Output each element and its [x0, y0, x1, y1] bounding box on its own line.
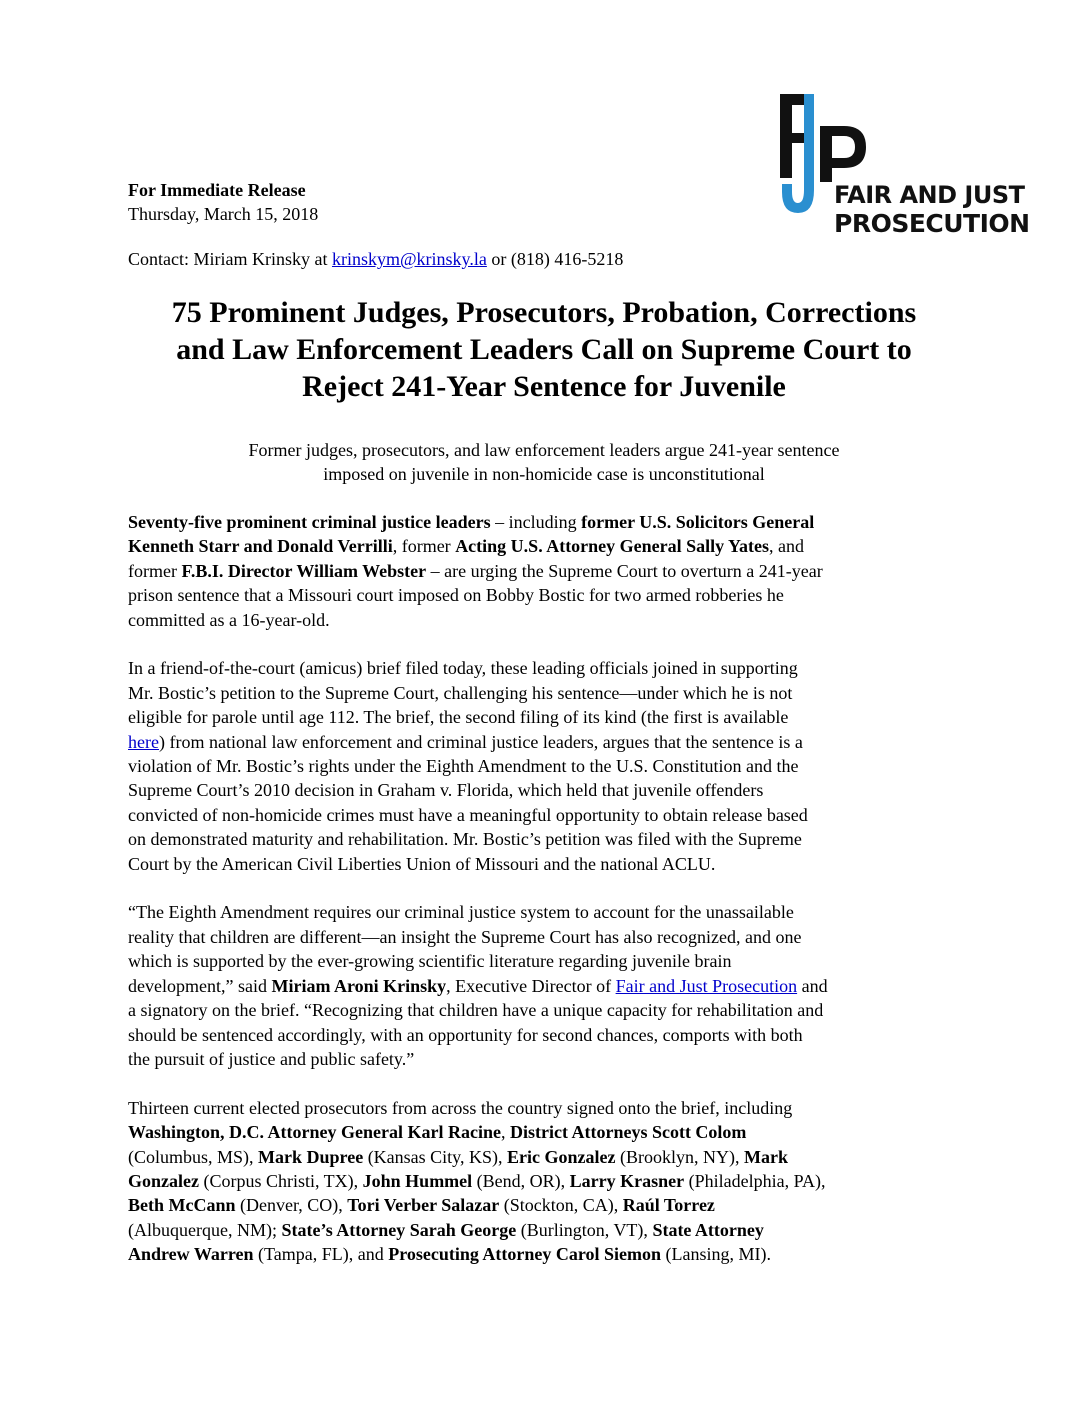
p3-line: “The Eighth Amendment requires our criminal justice system to account for the unassailable [128, 902, 794, 923]
p3-line [128, 974, 964, 998]
p4-line: Thirteen current elected prosecutors from across the country signed onto the brief, including [128, 1097, 793, 1118]
p1-line [128, 534, 964, 558]
p1-line [128, 559, 964, 583]
p3-line: which is supported by the ever-growing scientific literature regarding juvenile brain [128, 951, 732, 972]
p4-bold: Eric Gonzalez [507, 1146, 616, 1167]
p2-line: on demonstrated maturity and rehabilitation. Mr. Bostic’s petition was filed with the Supreme [128, 829, 802, 850]
p1-line [128, 510, 964, 534]
paragraph-2 [128, 656, 964, 876]
headline-line-2: and Law Enforcement Leaders Call on Supreme Court to [176, 333, 912, 366]
p4-bold: Andrew Warren [128, 1244, 254, 1265]
p4-bold: Raúl Torrez [622, 1195, 715, 1216]
p4-line [128, 1145, 964, 1169]
p3-line: reality that children are different—an insight the Supreme Court has also recognized, and one [128, 926, 802, 947]
p4-text: (Burlington, VT), [516, 1219, 653, 1240]
p1-bold: Acting U.S. Attorney General Sally Yates [455, 536, 769, 557]
p4-bold: Prosecuting Attorney Carol Siemon [388, 1244, 662, 1265]
release-label: For Immediate Release [128, 180, 306, 200]
here-link[interactable]: here [128, 731, 159, 752]
p3-line: should be sentenced accordingly, with an opportunity for second chances, comports with both [128, 1024, 803, 1045]
fjp-link[interactable]: Fair and Just Prosecution [615, 975, 798, 996]
p2-line: convicted of non-homicide crimes must have a meaningful opportunity to obtain release based [128, 804, 808, 825]
paragraph-3 [128, 900, 964, 1071]
p2-line: Supreme Court’s 2010 decision in Graham v. Florida, which held that juvenile offenders [128, 780, 764, 801]
subheadline [130, 438, 958, 486]
p4-line [128, 1218, 964, 1242]
logo-line1: FAIR AND JUST [834, 181, 1025, 209]
p2-line: Court by the American Civil Liberties Union of Missouri and the national ACLU. [128, 853, 716, 874]
release-date: Thursday, March 15, 2018 [128, 204, 319, 224]
p4-bold: John Hummel [362, 1170, 473, 1191]
p4-bold: State Attorney [652, 1219, 764, 1240]
p4-text: (Stockton, CA), [499, 1195, 623, 1216]
contact-line [128, 247, 623, 271]
body-text [128, 510, 964, 1291]
p4-text: (Corpus Christi, TX), [198, 1170, 363, 1191]
p4-bold: Washington, D.C. Attorney General Karl Racine [128, 1122, 501, 1143]
contact-email-link[interactable]: krinskym@krinsky.la [331, 249, 487, 269]
p4-bold: Beth McCann [128, 1195, 236, 1216]
subhead-line-2: imposed on juvenile in non-homicide case is unconstitutional [323, 464, 765, 484]
p4-text: (Brooklyn, NY), [615, 1146, 744, 1167]
p2-line: In a friend-of-the-court (amicus) brief filed today, these leading officials joined in supporting [128, 658, 798, 679]
p4-bold: Mark [743, 1146, 788, 1167]
p1-bold: former U.S. Solicitors General [581, 512, 815, 532]
p4-text: (Denver, CO), [235, 1195, 348, 1216]
contact-suffix: or (818) 416-5218 [486, 249, 624, 269]
p1-text: former [128, 560, 182, 581]
p4-line [128, 1120, 964, 1144]
p3-line: a signatory on the brief. “Recognizing that children have a unique capacity for rehabilitation and [128, 1000, 824, 1021]
p1-bold: Kenneth Starr and Donald Verrilli [128, 536, 393, 557]
p4-text: (Tampa, FL), and [253, 1244, 389, 1265]
p4-line [128, 1169, 964, 1193]
p3-text: development,” said [128, 975, 272, 996]
p3-line: the pursuit of justice and public safety.” [128, 1048, 415, 1069]
p4-bold: Mark Dupree [258, 1146, 364, 1167]
p1-text: – including [490, 512, 582, 532]
subhead-line-1: Former judges, prosecutors, and law enforcement leaders argue 241-year sentence [248, 440, 840, 460]
p4-bold: Gonzalez [128, 1170, 199, 1191]
p4-text: (Bend, OR), [472, 1170, 570, 1191]
p4-text: (Lansing, MI). [661, 1244, 772, 1265]
headline-line-3: Reject 241-Year Sentence for Juvenile [302, 370, 786, 403]
p2-line: Mr. Bostic’s petition to the Supreme Court, challenging his sentence—under which he is not [128, 682, 793, 703]
p4-line [128, 1193, 964, 1217]
logo-line2: PROSECUTION [834, 209, 1030, 238]
p4-text: (Columbus, MS), [128, 1146, 259, 1167]
p1-line: committed as a 16-year-old. [128, 609, 330, 630]
release-block [128, 178, 318, 226]
p4-text: (Kansas City, KS), [363, 1146, 508, 1167]
p4-bold: Tori Verber Salazar [347, 1195, 500, 1216]
headline-line-1: 75 Prominent Judges, Prosecutors, Probation, Corrections [171, 296, 917, 329]
p4-line [128, 1242, 964, 1266]
p4-text: (Albuquerque, NM); [128, 1219, 282, 1240]
p3-text: and [797, 975, 828, 996]
p3-bold: Miriam Aroni Krinsky [271, 975, 447, 996]
p4-text: (Philadelphia, PA), [684, 1170, 826, 1191]
p4-bold: Larry Krasner [569, 1170, 685, 1191]
p2-line: eligible for parole until age 112. The brief, the second filing of its kind (the first is available [128, 707, 789, 728]
p4-bold: District Attorneys Scott Colom [509, 1122, 747, 1143]
p1-bold: Seventy-five prominent criminal justice leaders [128, 512, 491, 532]
p1-text: , and [769, 536, 804, 557]
p2-line [128, 730, 964, 754]
p1-bold: F.B.I. Director William Webster [181, 560, 427, 581]
p2-line: violation of Mr. Bostic’s rights under the Eighth Amendment to the U.S. Constitution and the [128, 756, 799, 777]
paragraph-4 [128, 1096, 964, 1267]
p1-text: , former [392, 536, 456, 557]
p2-text: ) from national law enforcement and criminal justice leaders, argues that the sentence is a [158, 731, 803, 752]
headline [80, 294, 1008, 405]
p1-text: – are urging the Supreme Court to overturn a 241-year [426, 560, 823, 581]
p1-line: prison sentence that a Missouri court imposed on Bobby Bostic for two armed robberies he [128, 585, 784, 606]
paragraph-1 [128, 510, 964, 632]
p3-text: , Executive Director of [446, 975, 616, 996]
p4-text: , [500, 1122, 510, 1143]
p4-bold: State’s Attorney Sarah George [281, 1219, 517, 1240]
contact-prefix: Contact: Miriam Krinsky at [128, 249, 332, 269]
